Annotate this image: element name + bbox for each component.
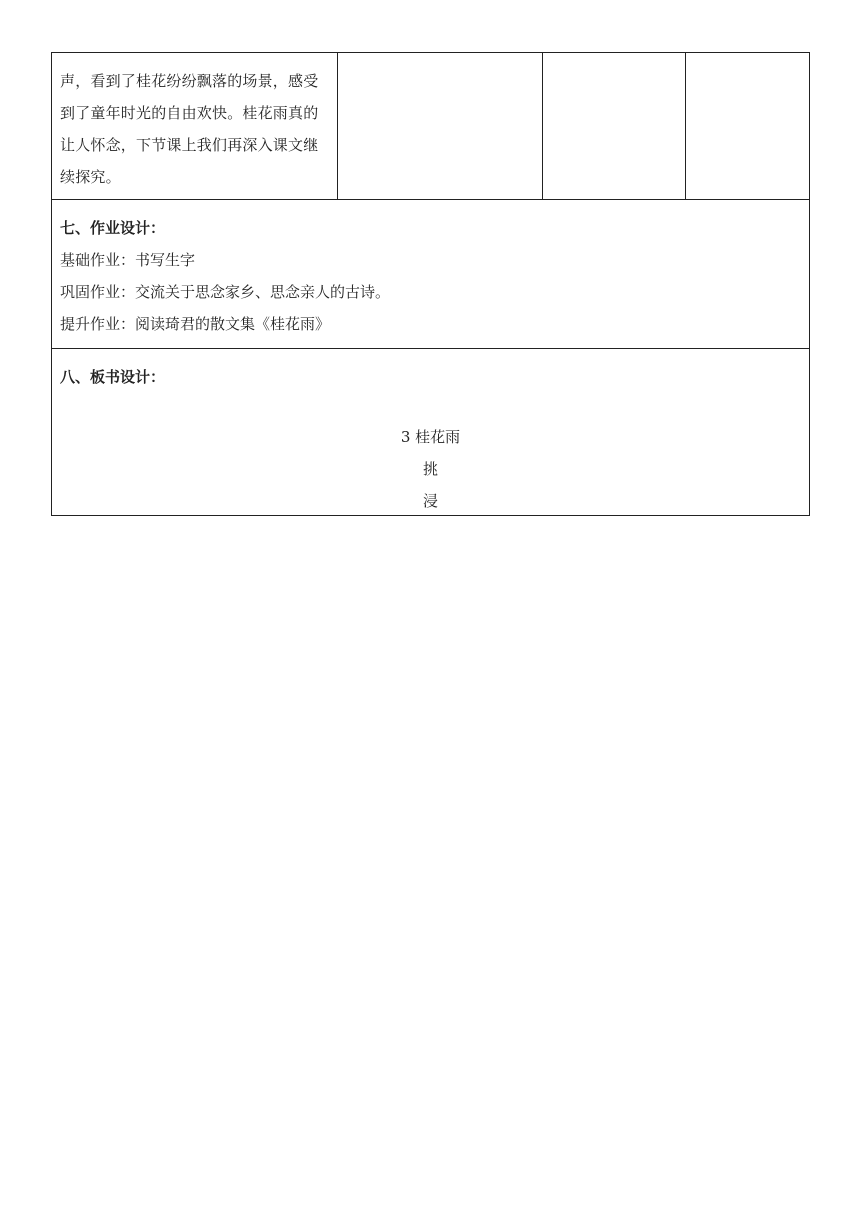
lesson-plan-page [51, 52, 809, 516]
board-content [60, 421, 801, 517]
board-line-word-1: 挑 [422, 460, 438, 478]
student-activity-cell [338, 53, 543, 200]
design-intent-cell [543, 53, 686, 200]
teaching-process-row [52, 53, 810, 200]
homework-row [52, 200, 810, 349]
board-design-title: 八、板书设计： [60, 368, 166, 386]
board-design-row [52, 349, 810, 516]
homework-cell [52, 200, 810, 349]
homework-consolidate: 巩固作业：交流关于思念家乡、思念亲人的古诗。 [60, 283, 391, 301]
board-line-word-2: 浸 [422, 492, 438, 510]
homework-basic: 基础作业：书写生字 [60, 251, 196, 269]
teacher-activity-text: 声，看到了桂花纷纷飘落的场景，感受到了童年时光的自由欢快。桂花雨真的让人怀念，下节课上我们再深入课文继续探究。 [60, 72, 319, 186]
teacher-activity-cell [52, 53, 338, 200]
lesson-plan-table [51, 52, 810, 516]
homework-advanced: 提升作业：阅读琦君的散文集《桂花雨》 [60, 315, 331, 333]
notes-cell [686, 53, 810, 200]
board-design-cell [52, 349, 810, 516]
board-line-title: 3 桂花雨 [400, 428, 461, 446]
homework-title: 七、作业设计： [60, 219, 166, 237]
